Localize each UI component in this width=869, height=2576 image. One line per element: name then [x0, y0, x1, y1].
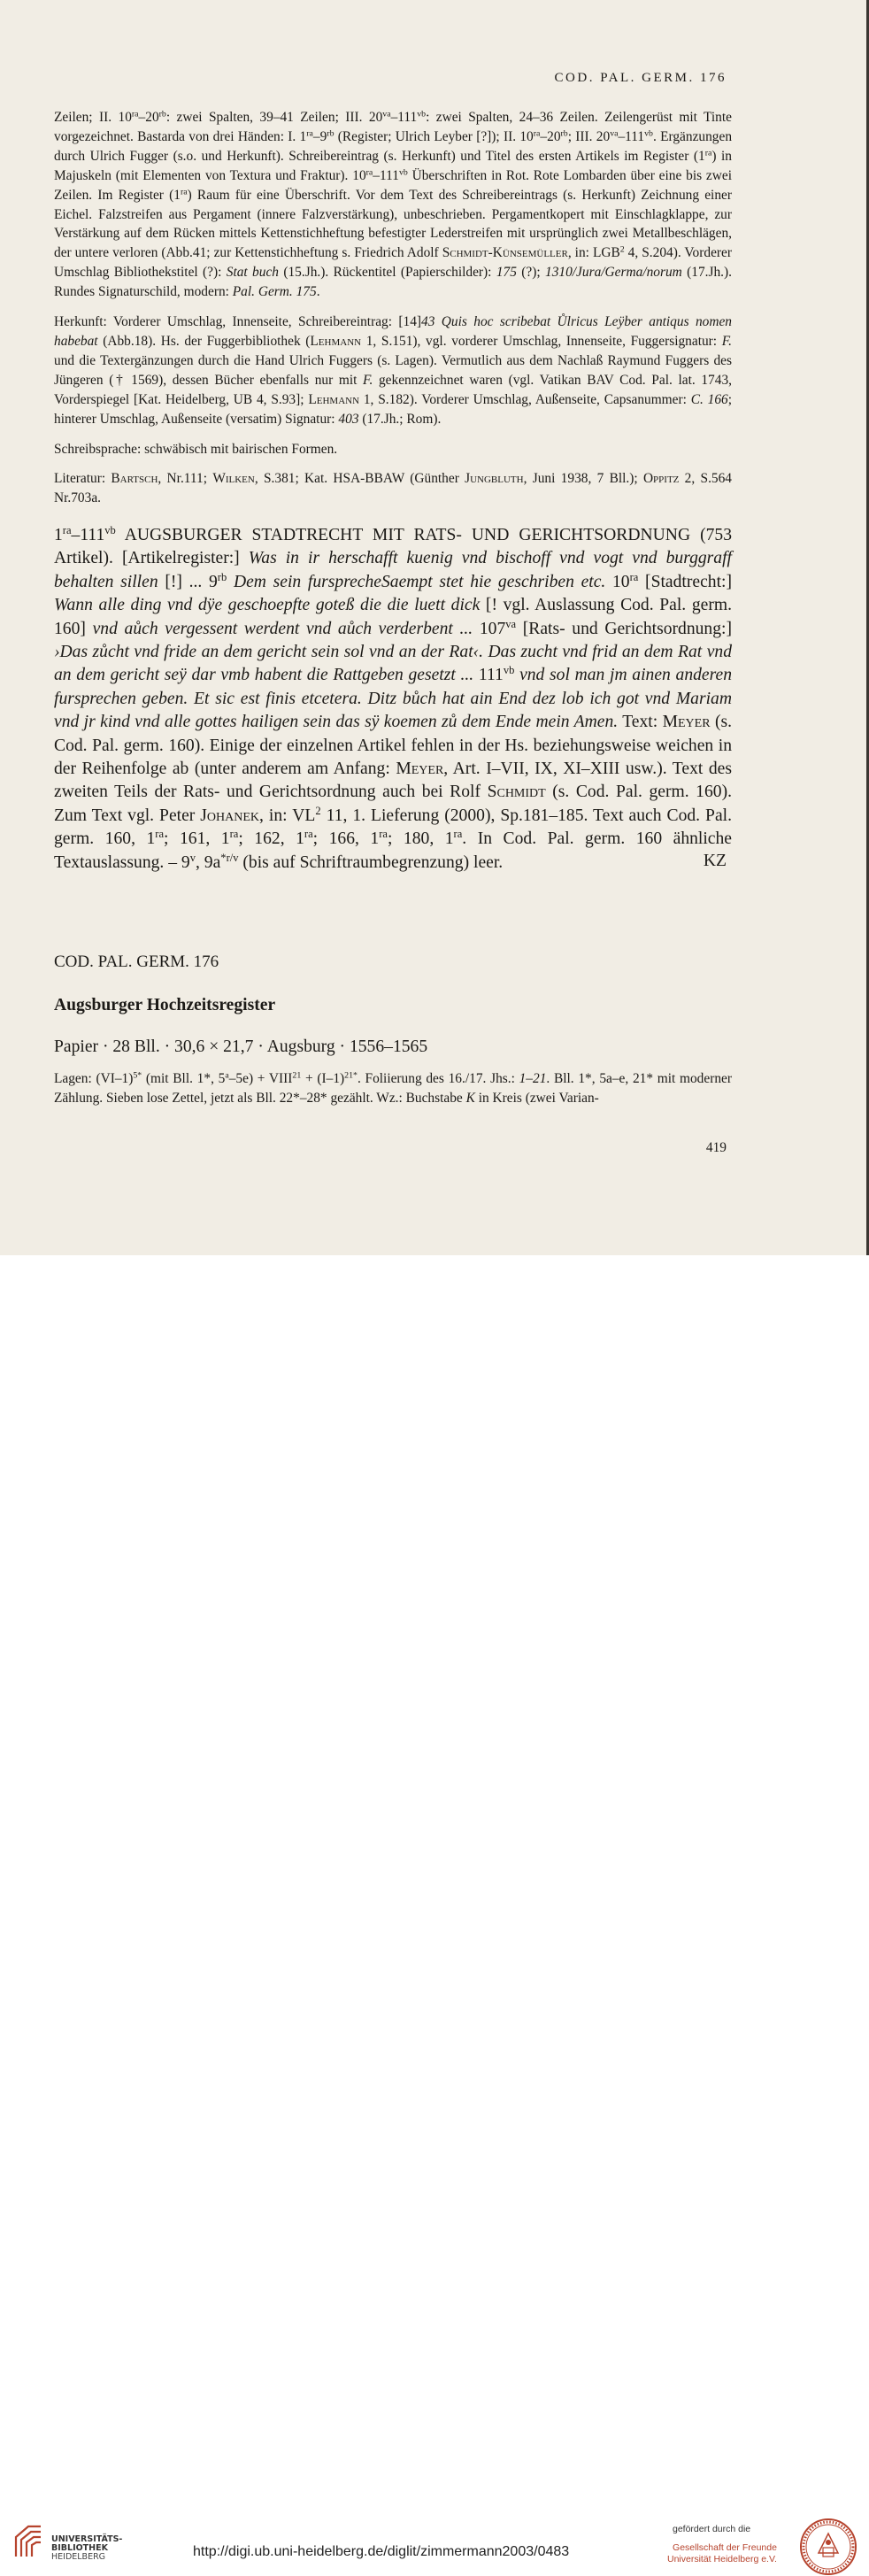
society-line-2: Universität Heidelberg e.V. — [667, 2554, 777, 2564]
running-head: COD. PAL. GERM. 176 — [554, 71, 727, 85]
digitization-footer — [0, 1255, 869, 2564]
book-page — [0, 0, 869, 1255]
funded-by-label: gefördert durch die — [673, 2524, 751, 2534]
author-sign: KZ — [703, 852, 727, 870]
provenance-paragraph: Herkunft: Vorderer Umschlag, Innenseite, Schreibereintrag: [14]43 Quis hoc scribebat Ůlricus Leÿber antiqus nomen habebat (Abb.18). Hs. der Fuggerbibliothek (Lehmann 1, S.151), vgl. vorderer Umschlag, Innenseite, Fuggersignatur: F. und die Textergänzungen durch die Hand Ulrich Fuggers (s. Lagen). Vermutlich aus dem Nachlaß Raymund Fuggers des Jüngeren († 1569), dessen Bücher ebenfalls nur mit F. gekennzeichnet waren (vgl. Vatikan BAV Cod. Pal. lat. 1743, Vorderspiegel [Kat. Heidelberg, UB 4, S.93]; Lehmann 1, S.182). Vorderer Umschlag, Außenseite, Capsanummer: C. 166; hinterer Umschlag, Außenseite (versatim) Signatur: 403 (17.Jh.; Rom). — [54, 314, 733, 427]
language-paragraph: Schreibsprache: schwäbisch mit bairischen Formen. — [54, 441, 338, 457]
codex-heading: COD. PAL. GERM. 176 — [54, 953, 219, 971]
manuscript-description — [54, 108, 732, 508]
society-line-1: Gesellschaft der Freunde — [673, 2542, 777, 2553]
permalink[interactable]: http://digi.ub.uni-heidelberg.de/diglit/zimmermann2003/0483 — [193, 2544, 570, 2559]
ub-line-1: UNIVERSITÄTS- — [51, 2534, 123, 2544]
codex-physical-data: Papier · 28 Bll. · 30,6 × 21,7 · Augsburg · 1556–1565 — [54, 1037, 428, 1056]
society-name — [667, 2542, 777, 2565]
contents-paragraph: $1^{ra}-111^{vb}$ AUGSBURGER STADTRECHT MIT RATS- UND GERICHTSORDNUNG (753 Artikel). [Artikelregister:] Was in ir herschafft kuenig vnd bischoff vnd vogt vnd burggraff behalten sillen [!] ... $9^{rb}$ Dem sein fursprecheSaempt stet hie geschriben etc. $10^{ra}$ [Stadtrecht:] Wann alle ding vnd dÿe geschoepfte goteß die die luett dick [! vgl. Auslassung Cod. Pal. germ. 160] vnd aůch vergessent werdent vnd aůch verderbent ... $107^{va}$ [Rats- und Gerichtsordnung:] ›Das zůcht vnd fride an dem gericht sein sol vnd an der Rat‹. Das zucht vnd frid an dem Rat vnd an dem gericht seÿ dar vmb habent die Rattgeben gesetzt ... $111^{vb}$ vnd sol man jm ainen anderen fursprechen geben. Et sic est finis etcetera. Ditz bůch hat ain End dez lob ich got vnd Mariam vnd jr kind vnd alle gottes hailigen sein das sÿ koemen zů dem Ende mein Amen. Text: Meyer (s. Cod. Pal. germ. 160). Einige der einzelnen Artikel fehlen in der Hs. beziehungsweise weichen in der Reihenfolge ab (unter anderem am Anfang: Meyer, Art. I–VII, IX, XI–XIII usw.). Text des zweiten Teils der Rats- und Gerichtsordnung auch bei Rolf Schmidt (s. Cod. Pal. germ. 160). Zum Text vgl. Peter Johanek, in: $VL^2$ 11, 1. Lieferung (2000), Sp.181–185. Text auch Cod. Pal. germ. 160, $1^{ra}$; 161, $1^{ra}$; 162, $1^{ra}$; 166, $1^{ra}$; 180, $1^{ra}$. In Cod. Pal. germ. 160 ähnliche Textauslassung. – 9$^v$, $9a^{*r/v}$ (bis auf Schriftraumbegrenzung) leer. — [54, 524, 733, 872]
codex-quires — [54, 1069, 732, 1108]
ub-logo-icon — [11, 2523, 50, 2562]
ub-line-2: BIBLIOTHEK — [51, 2543, 108, 2554]
quires-paragraph: Lagen: $(VI-1)^{5*}$ (mit Bll. 1*, $5^a-5e$) + $VIII^{21} + (I-1)^{21*}$. Foliierung des 16./17. Jhs.: 1–21. Bll. 1*, 5a–e, 21* mit moderner Zählung. Sieben lose Zettel, jetzt als Bll. 22*–28* gezählt. Wz.: Buchstabe K in Kreis (zwei Varian- — [54, 1070, 732, 1106]
description-paragraph: Zeilen; II. $10^{ra}-20^{rb}$: zwei Spalten, 39–41 Zeilen; III. $20^{va}-111^{vb}$: zwei Spalten, 24–36 Zeilen. Zeilengerüst mit Tinte vorgezeichnet. Bastarda von drei Händen: I. $1^{ra}-9^{rb}$ (Register; Ulrich Leyber [?]); II. $10^{ra}-20^{rb}$; III. $20^{va}-111^{vb}$. Ergänzungen durch Ulrich Fugger (s.o. und Herkunft). Schreibereintrag (s. Herkunft) und Titel des ersten Artikels im Register $(1^{ra})$ in Majuskeln (mit Elementen von Textura und Fraktur). $10^{ra}-111^{vb}$ Überschriften in Rot. Rote Lombarden über eine bis zwei Zeilen. Im Register $(1^{ra})$ Raum für eine Überschrift. Vor dem Text des Schreibereintrags (s. Herkunft) Zeichnung einer Eichel. Falzstreifen aus Pergament (innere Falzverstärkung), unbeschrieben. Pergamentkopert mit Einschlagklappe, zur Verstärkung auf dem Rücken mittels Kettenstichheftung befestigter Lederstreifen mit ursprünglich zwei Metallbeschlägen, der untere verloren (Abb.41; zur Kettenstichheftung s. Friedrich Adolf Schmidt-Künsemüller, in: LGB$^2$ 4, S.204). Vorderer Umschlag Bibliothekstitel (?): Stat buch (15.Jh.). Rückentitel (Papierschilder): 175 (?); 1310/Jura/Germa/norum (17.Jh.). Rundes Signaturschild, modern: Pal. Germ. 175. — [54, 109, 733, 300]
codex-title: Augsburger Hochzeitsregister — [54, 996, 276, 1014]
university-seal-icon — [799, 2518, 857, 2576]
ub-wordmark — [51, 2535, 122, 2563]
literature-paragraph: Literatur: Bartsch, Nr.111; Wilken, S.381; Kat. HSA-BBAW (Günther Jungbluth, Juni 1938, 7 Bll.); Oppitz 2, S.564 Nr.703a. — [54, 471, 733, 506]
page-number: 419 — [705, 1140, 727, 1155]
ub-line-3: HEIDELBERG — [51, 2552, 106, 2563]
contents-entry — [54, 524, 732, 875]
